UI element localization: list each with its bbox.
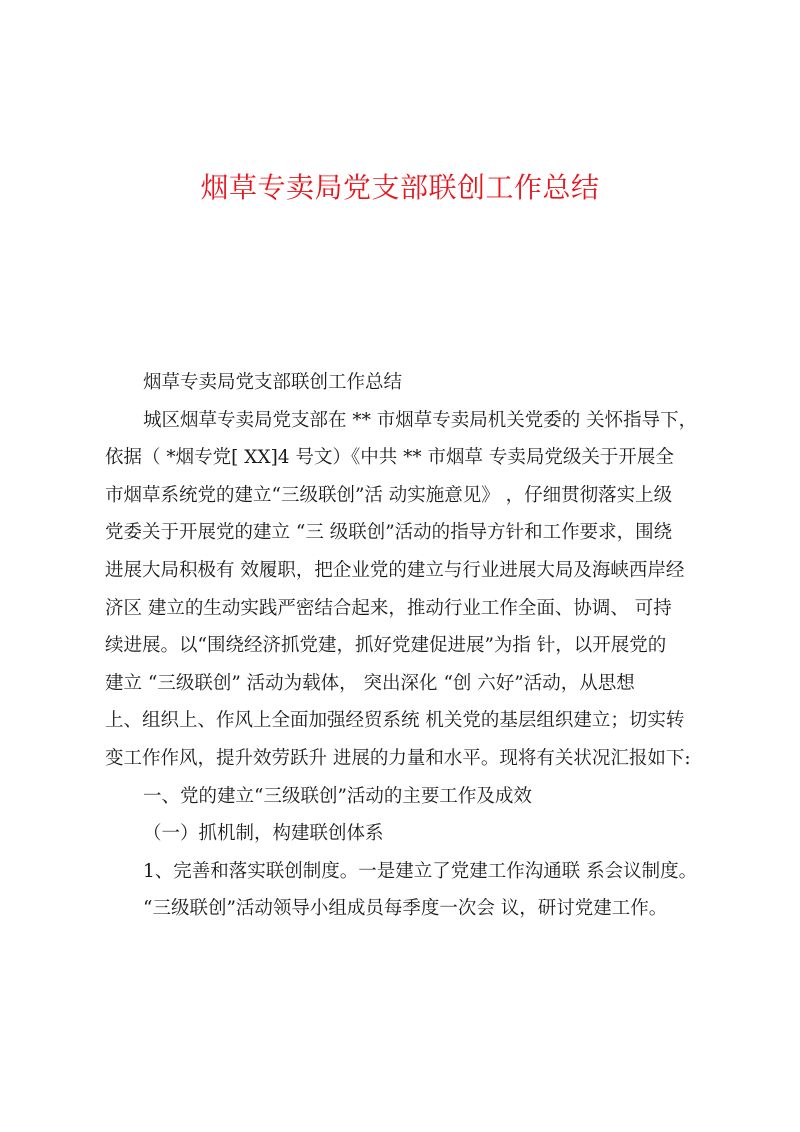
body-line: 党委关于开展党的建立 “三 级联创”活动的指导方针和工作要求，围绕: [105, 522, 673, 544]
body-line: 上、组织上、作风上全面加强经贸系统 机关党的基层组织建立；切实转: [105, 710, 685, 732]
document-body: [105, 364, 705, 928]
body-line: 城区烟草专卖局党支部在 ** 市烟草专卖局机关党委的 关怀指导下，: [143, 409, 698, 431]
document-title: 烟草专卖局党支部联创工作总结: [200, 171, 600, 204]
body-line: 烟草专卖局党支部联创工作总结: [143, 372, 403, 393]
section-heading: 一、党的建立“三级联创”活动的主要工作及成效: [143, 785, 532, 807]
body-line: 变工作作风，提升效劳跃升 进展的力量和水平。现将有关状况汇报如下:: [105, 747, 691, 769]
body-line: 济区 建立的生动实践严密结合起来，推动行业工作全面、协调、 可持: [105, 597, 672, 619]
body-line: “三级联创”活动领导小组成员每季度一次会 议，研讨党建工作。: [143, 898, 668, 920]
body-line: 续进展。以“围绕经济抓党建，抓好党建促进展”为指 针，以开展党的: [105, 635, 667, 657]
body-line: 建立 “三级联创” 活动为载体， 突出深化 “创 六好”活动，从思想: [105, 672, 635, 694]
body-line: 进展大局积极有 效履职，把企业党的建立与行业进展大局及海峡西岸经: [105, 559, 685, 581]
subsection-heading: （一）抓机制，构建联创体系: [143, 823, 384, 845]
body-line: 依据（ *烟专党[ XX]4 号文）《中共 ** 市烟草 专卖局党级关于开展全: [105, 447, 674, 469]
body-line: 市烟草系统党的建立“三级联创”活 动实施意见》 ，仔细贯彻落实上级: [105, 484, 673, 506]
body-line: 1、完善和落实联创制度。一是建立了党建工作沟通联 系会议制度。: [143, 860, 698, 882]
